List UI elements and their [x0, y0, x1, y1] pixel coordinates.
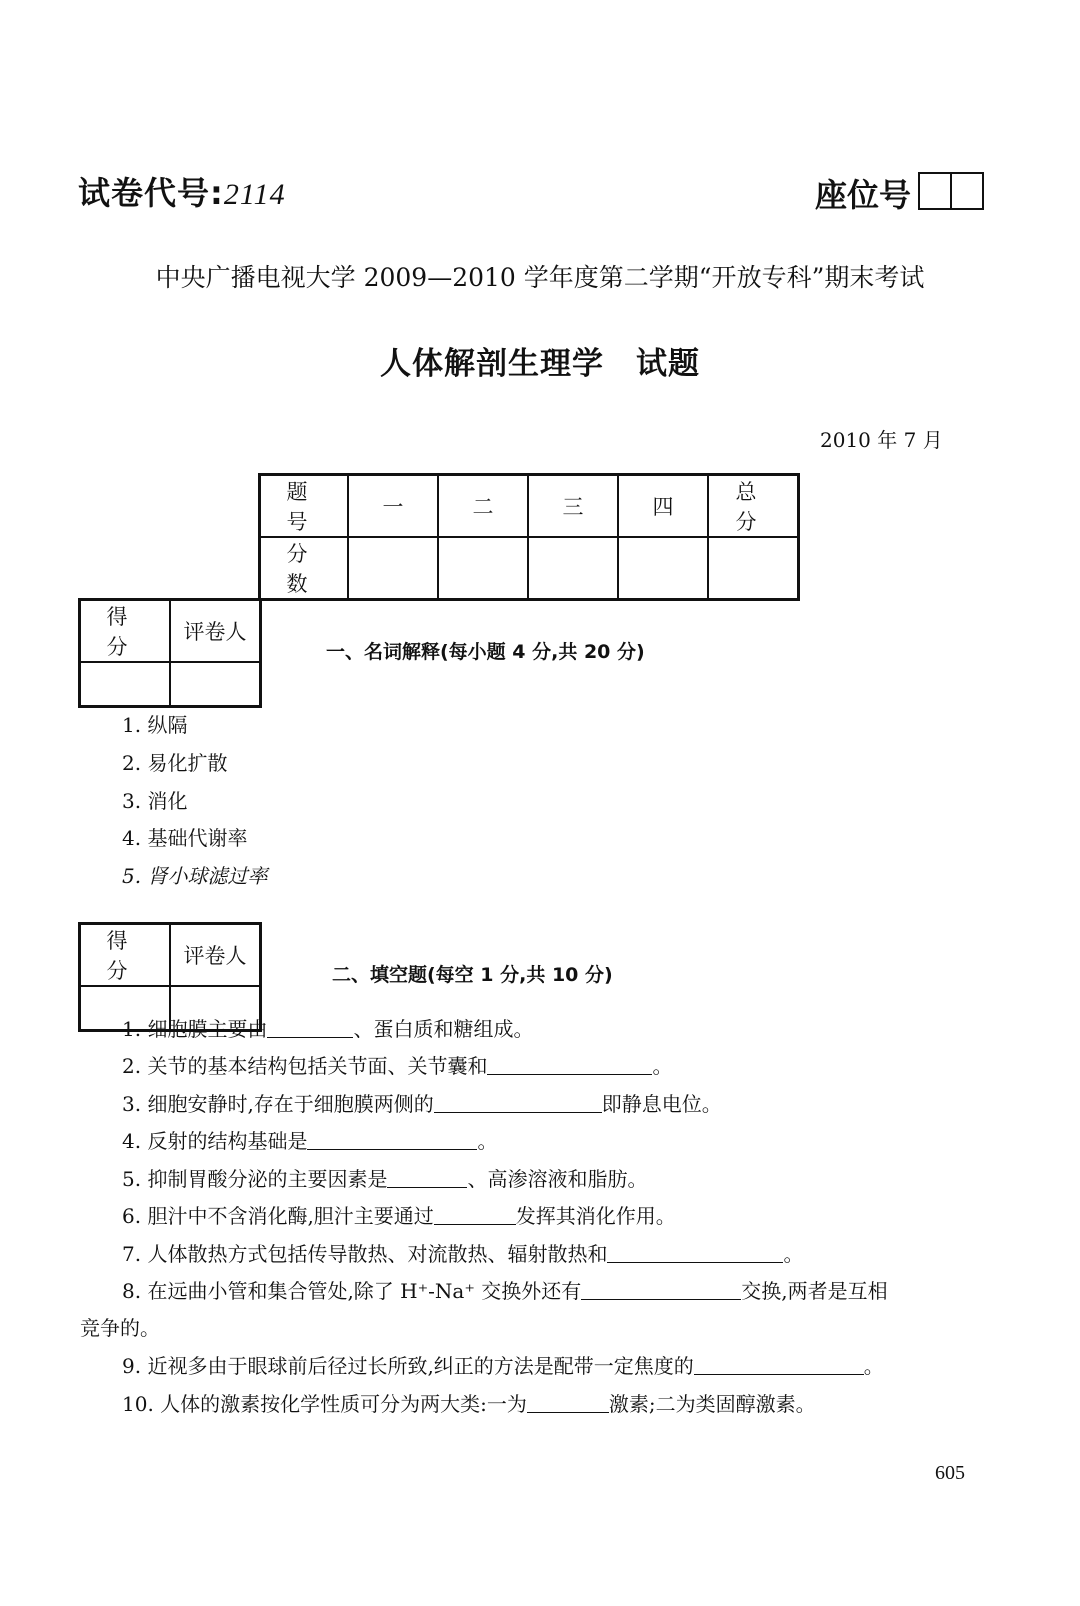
- score-table-cell: 题 号: [260, 475, 349, 538]
- seat-label: 座位号: [815, 176, 912, 214]
- question-text: 发挥其消化作用。: [515, 1204, 676, 1228]
- question-text: 2. 关节的基本结构包括关节面、关节囊和: [122, 1054, 488, 1078]
- score-table-cell: 四: [618, 475, 708, 538]
- question-text: 。: [652, 1054, 673, 1078]
- fill-question: [122, 1388, 816, 1417]
- exam-code-label: 试卷代号:: [78, 174, 224, 212]
- score-entry-cell[interactable]: [438, 537, 528, 600]
- score-entry-cell[interactable]: [528, 537, 618, 600]
- score-table-cell: 二: [438, 475, 528, 538]
- question-text: 、蛋白质和糖组成。: [353, 1017, 534, 1041]
- university-exam-line: 中央广播电视大学 2009—2010 学年度第二学期“开放专科”期末考试: [155, 263, 925, 292]
- question-text: 1. 细胞膜主要由: [122, 1017, 268, 1041]
- seat-box: [918, 172, 950, 210]
- question-text: 。: [783, 1242, 804, 1266]
- question-continuation: 竞争的。: [80, 1316, 160, 1340]
- answer-blank[interactable]: [307, 1129, 477, 1150]
- score-table: [258, 473, 800, 601]
- fill-question: [122, 1238, 803, 1267]
- fill-question: [122, 1125, 497, 1154]
- question-text: 5. 抑制胃酸分泌的主要因素是: [122, 1167, 388, 1191]
- term-item: 4. 基础代谢率: [122, 826, 248, 850]
- seat-box: [950, 172, 984, 210]
- score-entry-cell[interactable]: [80, 662, 171, 707]
- grader-label: 评卷人: [170, 600, 261, 663]
- question-text: 激素;二为类固醇激素。: [608, 1392, 816, 1416]
- fill-question: [122, 1050, 672, 1079]
- score-table-cell: 分 数: [260, 537, 349, 600]
- subject-title: 人体解剖生理学 试题: [380, 346, 700, 382]
- score-table-score-row: [260, 537, 799, 600]
- score-table-cell: 总 分: [708, 475, 799, 538]
- question-text: 6. 胆汁中不含消化酶,胆汁主要通过: [122, 1204, 434, 1228]
- exam-code: [78, 168, 286, 214]
- score-label: 得 分: [80, 924, 171, 987]
- answer-blank[interactable]: [581, 1279, 741, 1300]
- question-text: 4. 反射的结构基础是: [122, 1129, 308, 1153]
- question-text: 9. 近视多由于眼球前后径过长所致,纠正的方法是配带一定焦度的: [122, 1354, 694, 1378]
- question-text: 、高渗溶液和脂肪。: [467, 1167, 648, 1191]
- term-item: 2. 易化扩散: [122, 751, 228, 775]
- grader-label: 评卷人: [170, 924, 261, 987]
- answer-blank[interactable]: [487, 1054, 652, 1075]
- answer-blank[interactable]: [267, 1017, 353, 1038]
- section1-title: 一、名词解释(每小题 4 分,共 20 分): [326, 641, 645, 663]
- fill-question: [122, 1350, 884, 1379]
- score-table-cell: 一: [348, 475, 438, 538]
- exam-code-number: 2114: [223, 178, 286, 211]
- fill-question: [122, 1088, 722, 1117]
- question-text: 8. 在远曲小管和集合管处,除了 H⁺-Na⁺ 交换外还有: [122, 1279, 582, 1303]
- section2-title: 二、填空题(每空 1 分,共 10 分): [332, 964, 613, 986]
- grader-entry-cell[interactable]: [170, 662, 261, 707]
- answer-blank[interactable]: [527, 1392, 609, 1413]
- answer-blank[interactable]: [607, 1242, 783, 1263]
- fill-question: [122, 1013, 533, 1042]
- term-item: 3. 消化: [122, 789, 188, 813]
- score-entry-cell[interactable]: [348, 537, 438, 600]
- score-entry-cell[interactable]: [708, 537, 799, 600]
- term-item: 5. 肾小球滤过率: [122, 864, 268, 888]
- fill-question: [122, 1275, 888, 1304]
- score-table-header-row: [260, 475, 799, 538]
- score-entry-cell[interactable]: [618, 537, 708, 600]
- grader-table: [78, 598, 262, 708]
- answer-blank[interactable]: [387, 1167, 467, 1188]
- question-text: 10. 人体的激素按化学性质可分为两大类:一为: [122, 1392, 527, 1416]
- answer-blank[interactable]: [434, 1092, 602, 1113]
- exam-date: 2010 年 7 月: [820, 428, 943, 452]
- page-number: 605: [935, 1462, 965, 1484]
- score-table-cell: 三: [528, 475, 618, 538]
- question-text: 。: [863, 1354, 884, 1378]
- seat-number-boxes: [918, 172, 984, 210]
- fill-question: [122, 1163, 647, 1192]
- term-item: 1. 纵隔: [122, 713, 188, 737]
- question-text: 。: [477, 1129, 498, 1153]
- question-text: 7. 人体散热方式包括传导散热、对流散热、辐射散热和: [122, 1242, 608, 1266]
- score-label: 得 分: [80, 600, 171, 663]
- question-text: 交换,两者是互相: [741, 1279, 888, 1303]
- answer-blank[interactable]: [694, 1354, 864, 1375]
- fill-question: [122, 1200, 676, 1229]
- question-text: 即静息电位。: [601, 1092, 722, 1116]
- question-text: 3. 细胞安静时,存在于细胞膜两侧的: [122, 1092, 434, 1116]
- answer-blank[interactable]: [434, 1204, 516, 1225]
